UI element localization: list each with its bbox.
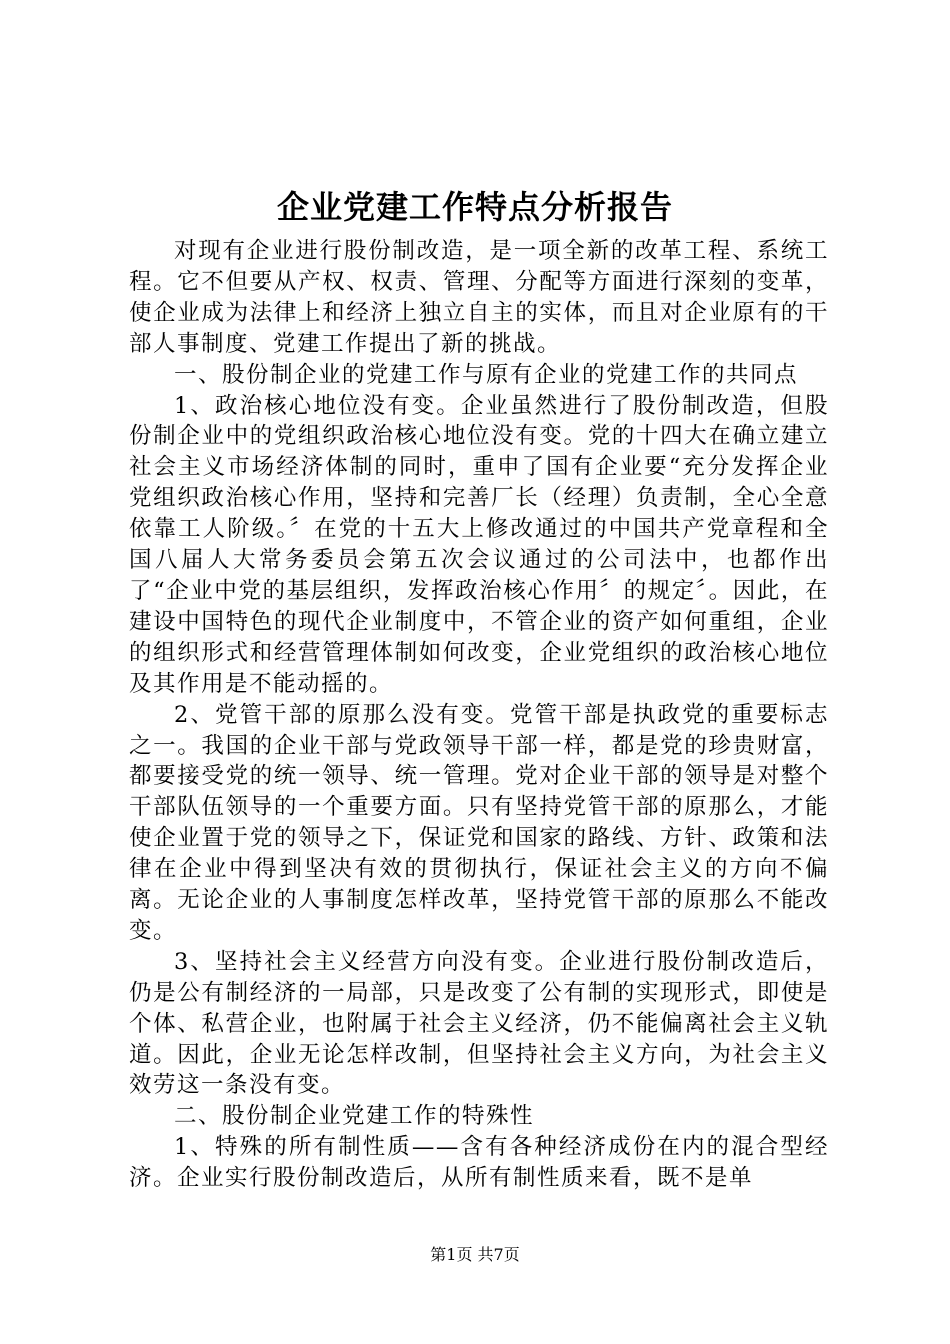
section-heading-1: 一、股份制企业的党建工作与原有企业的党建工作的共同点 [174,361,799,388]
intro-paragraph: 对现有企业进行股份制改造，是一项全新的改革工程、系统工程。它不但要从产权、权责、管理、分配等方面进行深刻的变革，使企业成为法律上和经济上独立自主的实体，而且对企业原有的干部人事制度、党建工作提出了新的挑战。 [129,238,829,357]
page-number-footer: 第1页 共7页 [430,1245,520,1264]
document-title: 企业党建工作特点分析报告 [276,188,673,226]
document-body [129,236,829,1194]
paragraph-2-1: 1、特殊的所有制性质——含有各种经济成份在内的混合型经济。企业实行股份制改造后，从所有制性质来看，既不是单 [129,1134,829,1192]
paragraph-1-3: 3、坚持社会主义经营方向没有变。企业进行股份制改造后，仍是公有制经济的一局部，只是改变了公有制的实现形式，即使是个体、私营企业，也附属于社会主义经济，仍不能偏离社会主义轨道。因此，企业无论怎样改制，但坚持社会主义方向，为社会主义效劳这一条没有变。 [129,948,829,1099]
section-heading-2: 二、股份制企业党建工作的特殊性 [174,1103,535,1130]
paragraph-1-1: 1、政治核心地位没有变。企业虽然进行了股份制改造，但股份制企业中的党组织政治核心地位没有变。党的十四大在确立建立社会主义市场经济体制的同时，重申了国有企业要“充分发挥企业党组织政治核心作用，坚持和完善厂长（经理）负责制，全心全意依靠工人阶级。〞在党的十五大上修改通过的中国共产党章程和全国八届人大常务委员会第五次会议通过的公司法中，也都作出了“企业中党的基层组织，发挥政治核心作用〞的规定〞。因此，在建设中国特色的现代企业制度中，不管企业的资产如何重组，企业的组织形式和经营管理体制如何改变，企业党组织的政治核心地位及其作用是不能动摇的。 [129,392,829,697]
paragraph-1-2: 2、党管干部的原那么没有变。党管干部是执政党的重要标志之一。我国的企业干部与党政领导干部一样，都是党的珍贵财富，都要接受党的统一领导、统一管理。党对企业干部的领导是对整个干部队伍领导的一个重要方面。只有坚持党管干部的原那么，才能使企业置于党的领导之下，保证党和国家的路线、方针、政策和法律在企业中得到坚决有效的贯彻执行，保证社会主义的方向不偏离。无论企业的人事制度怎样改革，坚持党管干部的原那么不能改变。 [129,701,829,944]
